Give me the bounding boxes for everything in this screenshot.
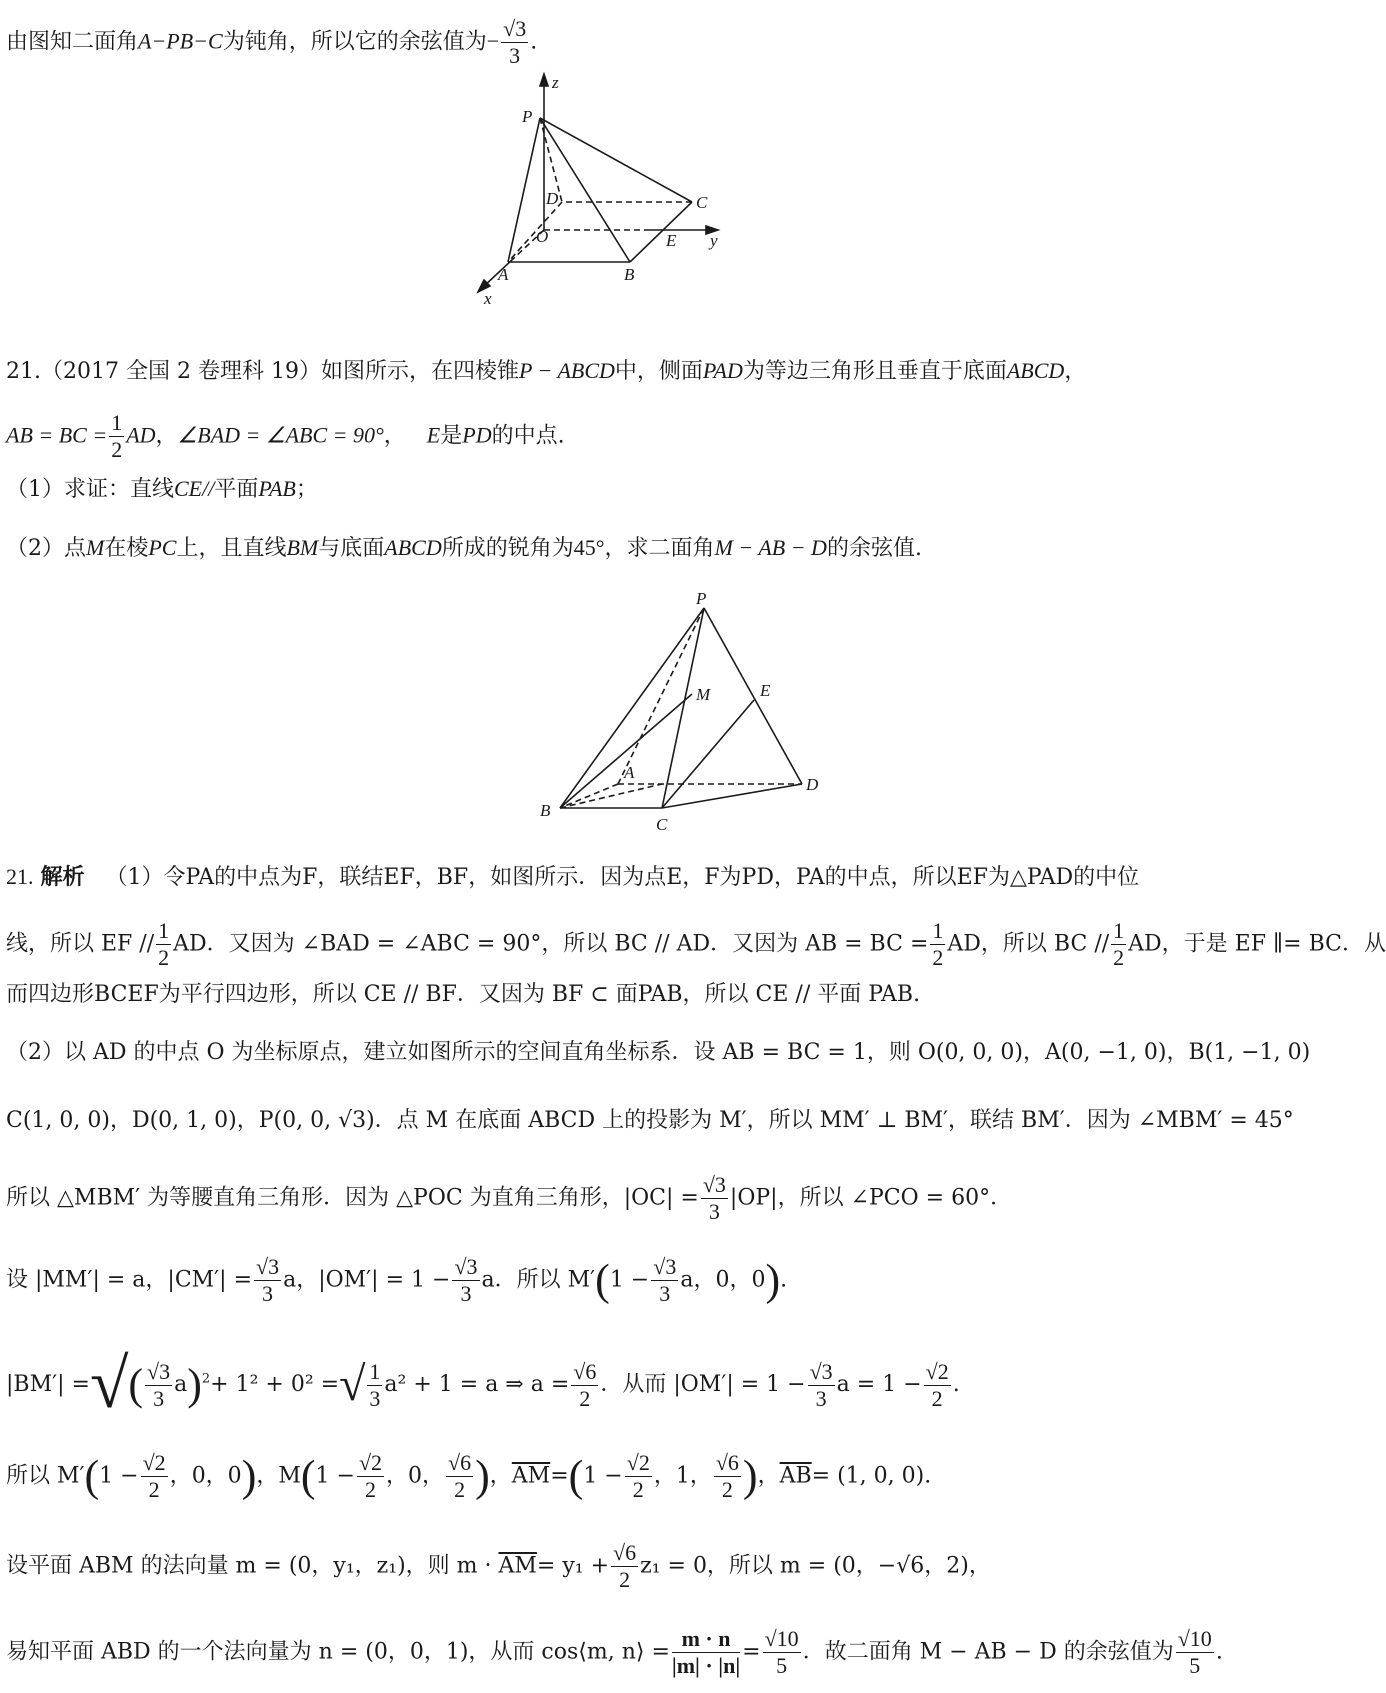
edge-PC [540, 118, 692, 202]
text-line-1: 由图知二面角A−PB−C为钝角，所以它的余弦值为− $\frac{√3}{3}$ . [6, 16, 538, 68]
fraction: $\frac{1}{2}$ [111, 410, 123, 462]
label-C: C [656, 815, 668, 834]
edge-BM [560, 694, 692, 808]
label-M: M [696, 685, 711, 704]
label-E: E [760, 681, 771, 700]
label-A: A [498, 265, 509, 284]
question-line-2: AB = BC = $\frac{1}{2}$ AD，∠BAD = ∠ABC = 90°， E是PD的中点. [6, 410, 565, 462]
label-A: A [624, 763, 635, 782]
solution-line-5: C(1, 0, 0)，D(0, 1, 0)，P(0, 0, √3)．点 M 在底面 ABCD 上的投影为 M′，所以 MM′ ⊥ BM′，联结 BM′．因为 ∠MBM′ = 45° [6, 1108, 1294, 1133]
question-line-1: 21.（2017 全国 2 卷理科 19）如图所示，在四棱锥P − ABCD中，侧面PAD为等边三角形且垂直于底面ABCD， [6, 358, 1087, 384]
solution-line-11: 易知平面 ABD 的一个法向量为 n = (0，0，1)，从而 cos⟨m, n⟩ = $\frac{m \cdot n}{|m| \cdot |n|}$ = $\frac{√10}{5}$ ．故二面角 M − AB − D 的余弦值为 $\frac{√10}{5}$ . [6, 1626, 1223, 1678]
solution-line-1: 21. 解析 （1）令PA的中点为F，联结EF，BF，如图所示．因为点E，F为PD，PA的中点，所以EF为△PAD的中位 [6, 864, 1140, 890]
fraction: $\frac{√3}{3}$ [503, 16, 527, 68]
edge-PA [618, 608, 704, 784]
label-B: B [540, 801, 551, 820]
label-z: z [552, 73, 559, 92]
edge-DA [508, 202, 562, 262]
label-E: E [666, 231, 677, 250]
edge-CD [662, 784, 802, 808]
label-D: D [546, 189, 559, 208]
solution-line-6: 所以 △MBM′ 为等腰直角三角形．因为 △POC 为直角三角形，|OC| = $\frac{√3}{3}$ |OP|，所以 ∠PCO = 60°． [6, 1172, 1013, 1224]
label-P: P [522, 107, 533, 126]
solution-line-3: 而四边形BCEF为平行四边形，所以 CE // BF．又因为 BF ⊂ 面PAB，所以 CE // 平面 PAB. [6, 982, 921, 1007]
solution-line-7: 设 |MM′| = a，|CM′| = $\frac{√3}{3}$ a，|OM′| = 1 − $\frac{√3}{3}$ a．所以 M′(1 − $\frac{√3}{3}$ a，0，0). [6, 1254, 788, 1306]
solution-line-8: |BM′| =√( $\frac{√3}{3}$ a)$^2$+ 1² + 0² =√ $\frac{1}{3}$ a² + 1 = a ⇒ a = $\frac{√6}{2}$ ．从而 |OM′| = 1 − $\frac{√3}{3}$ a = 1 − $\frac{√2}{2}$ . [6, 1346, 960, 1423]
figure-pyramid-PABCD [520, 590, 840, 840]
figure-coordinate-pyramid [470, 70, 760, 310]
label-x: x [484, 289, 492, 308]
solution-line-2: 线，所以 EF // $\frac{1}{2}$ AD．又因为 ∠BAD = ∠ABC = 90°，所以 BC // AD．又因为 AB = BC = $\frac{1}{2}$ AD，所以 BC // $\frac{1}{2}$ AD，于是 EF ∥= BC．从 [6, 918, 1386, 970]
label-y: y [710, 231, 718, 250]
edge-CE [662, 700, 754, 808]
label-C: C [696, 193, 708, 212]
label-B: B [624, 265, 635, 284]
question-part-2: （2）点M在棱PC上，且直线BM与底面ABCD所成的锐角为45°，求二面角M − AB − D的余弦值. [6, 535, 922, 561]
z-arrow [540, 74, 548, 86]
label-P: P [696, 589, 707, 608]
solution-line-9: 所以 M′(1 − $\frac{√2}{2}$ ，0，0)，M(1 − $\frac{√2}{2}$ ，0， $\frac{√6}{2}$ )，$\overline{AM}=(1$ − $\frac{√2}{2}$ ，1， $\frac{√6}{2}$ )，$\overline{AB}= (1$, 0, 0). [6, 1450, 932, 1502]
solution-line-4: （2）以 AD 的中点 O 为坐标原点，建立如图所示的空间直角坐标系．设 AB = BC = 1，则 O(0, 0, 0)，A(0, −1, 0)，B(1, −1, 0) [6, 1040, 1311, 1065]
solution-line-10: 设平面 ABM 的法向量 m = (0，y₁，z₁)，则 $m \cdot \overline{AM}= y_1$ + $\frac{√6}{2}$ z₁ = 0，所以 m = (0，−√6，2)， [6, 1540, 991, 1592]
edge-BC [630, 202, 692, 262]
label-D: D [806, 775, 819, 794]
edge-PD [704, 608, 802, 784]
question-part-1: （1）求证：直线CE//平面PAB； [6, 476, 318, 502]
label-O: O [536, 227, 549, 246]
